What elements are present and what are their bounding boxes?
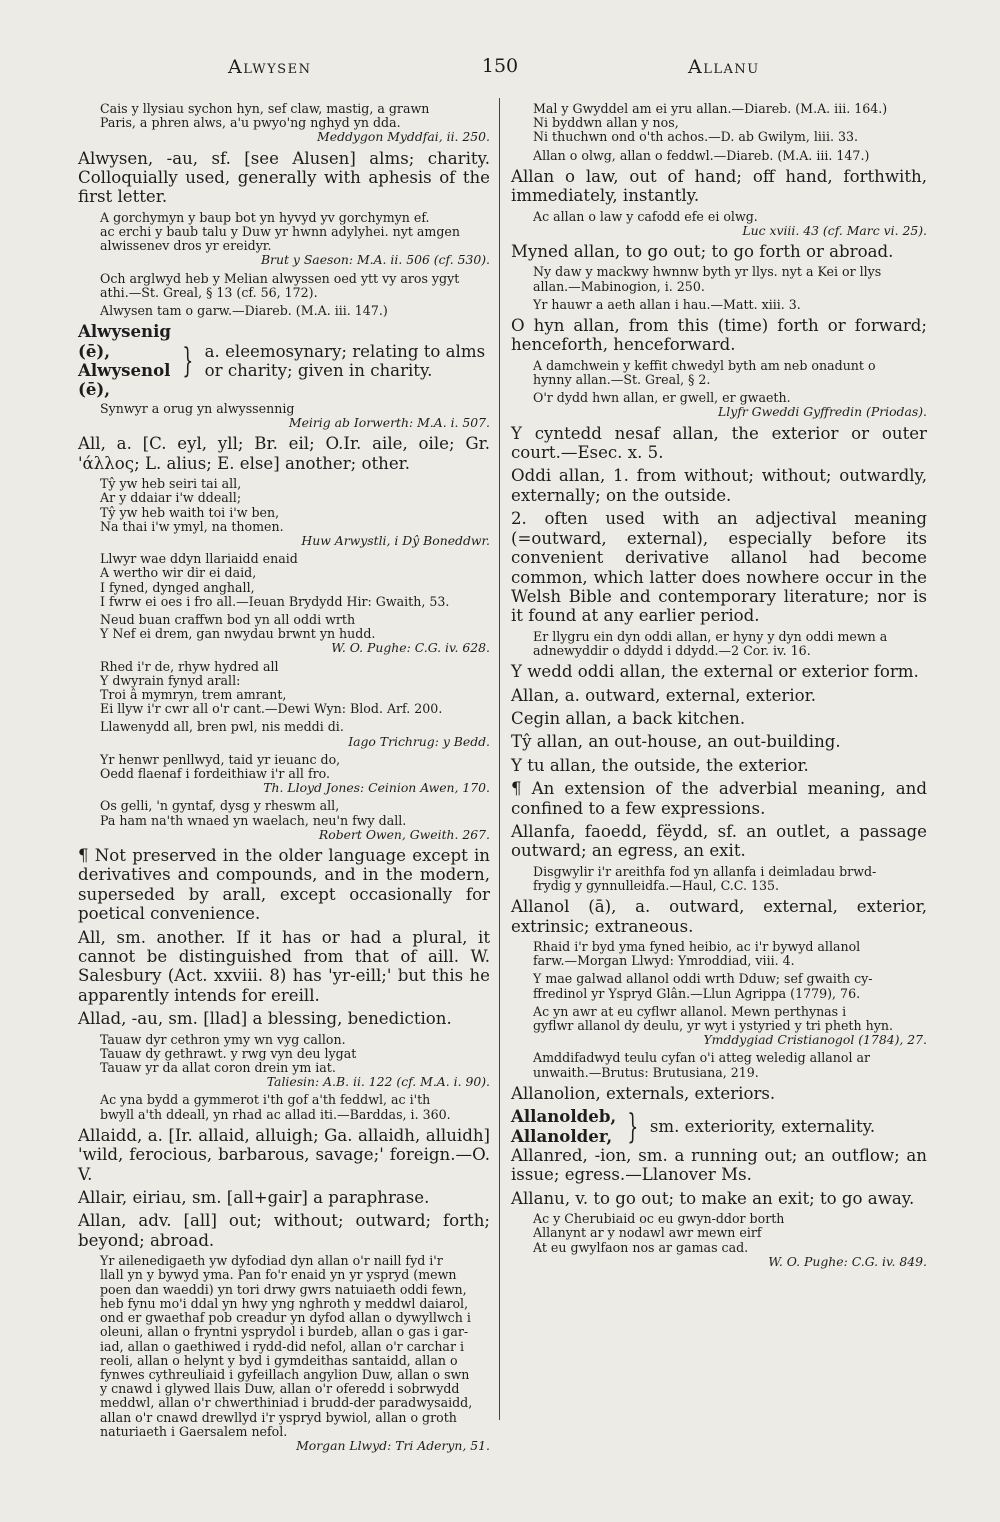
citation-line: Amddifadwyd teulu cyfan o'i atteg weledig allanol ar [533,1050,871,1066]
citation-block [78,211,490,268]
headword-pair [78,322,171,400]
dictionary-entry: ¶ Not preserved in the older language except in derivatives and compounds, and in the modern, superseded by arall, except occasionally for poetical convenience. [78,845,490,924]
dictionary-entry: Y tu allan, the outside, the exterior. [511,755,809,775]
citation-line: Ar y ddaiar i'w ddeall; [100,490,242,506]
citation-block [78,477,490,548]
citation-line: Tŷ yw heb waith toi i'w ben, [100,504,280,520]
citation-line: Ni byddwn allan y nos, [533,115,679,131]
citation-line: Llawenydd all, bren pwl, nis meddi di. [100,719,344,735]
dictionary-entry: Tŷ allan, an out-house, an out-building. [511,732,841,752]
citation-line: Oedd flaenaf i fordeithiaw i'r all fro. [100,765,331,781]
citation-source: Ymddygiad Cristianogol (1784), 27. [703,1032,927,1048]
running-head-left: Alwysen [228,56,312,78]
citation-line: poen dan waeddi) yn tori drwy gwrs natuiaeth oddi fewn, [100,1281,467,1297]
headword: Allanoldeb, [511,1106,617,1127]
citation-line: Allan o olwg, allan o feddwl.—Diareb. (M.A. iii. 147.) [533,147,870,163]
dictionary-entry: 2. often used with an adjectival meaning (=outward, external), especially before its convenient derivative allanol had become common, which latter does nowhere occur in the Welsh Bible and contemporary literature; nor is it found at any earlier period. [511,509,927,626]
dictionary-entry: Allanol (ā), a. outward, external, exterior, extrinsic; extraneous. [511,897,927,936]
citation-line: At eu gwylfaon nos ar gamas cad. [533,1239,749,1255]
definition: sm. exteriority, externality. [649,1116,876,1136]
citation-line: fynwes cythreuliaid i gyfeillach angylion Duw, allan o swn [100,1366,470,1382]
citation-line: I fwrw ei oes i fro all.—Ieuan Brydydd Hir: Gwaith, 53. [100,593,450,609]
citation-block [511,940,927,968]
citation-source: Robert Owen, Gweith. 267. [318,826,490,842]
dictionary-entry: Allanred, -ion, sm. a running out; an outflow; an issue; egress.—Llanover Ms. [511,1146,927,1185]
citation-line: Tauaw dyr cethron ymy wn vyg callon. [100,1031,346,1047]
citation-line: Ei llyw i'r cwr all o'r cant.—Dewi Wyn: Blod. Arf. 200. [100,701,443,717]
citation-block [511,1051,927,1079]
citation-line: frydig y gynnulleidfa.—Haul, C.C. 135. [533,878,780,893]
citation-line: Yr ailenedigaeth yw dyfodiad dyn allan o'r naill fyd i'r [100,1253,443,1269]
headword: Allanolder, [511,1125,613,1146]
dictionary-entry: Allan, adv. [all] out; without; outward; forth; beyond; abroad. [78,1211,490,1250]
citation-source: W. O. Pughe: C.G. iv. 849. [768,1253,927,1269]
citation-line: A damchwein y keffit chwedyl byth am neb onadunt o [533,357,876,373]
citation-line: allan.—Mabinogion, i. 250. [533,278,705,294]
dictionary-entry: Alwysen, -au, sf. [see Alusen] alms; charity. Colloquially used, generally with aphesis of the first letter. [78,148,490,207]
citation-line: Ni thuchwn ond o'th achos.—D. ab Gwilym, liii. 33. [533,129,859,145]
citation-line: A gorchymyn y baup bot yn hyvyd yv gorchymyn ef. [100,209,430,225]
citation-source: Llyfr Gweddi Gyffredin (Priodas). [718,404,927,420]
citation-line: alwissenev dros yr ereidyr. [100,238,272,254]
citation-line: heb fynu mo'i ddal yn hwy yng nghroth y meddwl daiarol, [100,1295,469,1311]
citation-line: Synwyr a orug yn alwyssennig [100,400,295,416]
page-number: 150 [481,55,519,77]
citation-line: Ac allan o law y cafodd efe ei olwg. [533,208,758,224]
citation-block [78,1254,490,1453]
citation-line: Disgwylir i'r areithfa fod yn allanfa i deimladau brwd- [533,863,877,879]
citation-line: ffredinol yr Yspryd Glân.—Llun Agrippa (1779), 76. [533,985,861,1001]
citation-block [78,272,490,300]
citation-line: hynny allan.—St. Greal, § 2. [533,372,711,388]
citation-line: Yr hauwr a aeth allan i hau.—Matt. xiii. 3. [533,296,801,312]
citation-line: Neud buan craffwn bod yn all oddi wrth [100,611,356,627]
dictionary-entry: Y cyntedd nesaf allan, the exterior or outer court.—Esec. x. 5. [511,423,927,463]
citation-line: Alwysen tam o garw.—Diareb. (M.A. iii. 147.) [100,303,388,319]
dictionary-entry: Cegin allan, a back kitchen. [511,708,746,728]
citation-line: oleuni, allan o fryntni ysprydol i burdeb, allan o gas i gar- [100,1324,469,1340]
citation-block [511,210,927,238]
citation-block [511,972,927,1000]
citation-line: naturiaeth i Gaersalem nefol. [100,1423,288,1439]
dictionary-entry: Allan, a. outward, external, exterior. [511,685,817,705]
citation-line: reoli, allan o helynt y byd i gymdeithas santaidd, allan o [100,1352,458,1368]
citation-block [78,102,490,145]
citation-line: Troi â mymryn, trem amrant, [100,686,287,702]
headword-pair [511,1107,616,1146]
column-divider [499,98,500,1420]
citation-line: Ny daw y mackwy hwnnw byth yr llys. nyt a Kei or llys [533,264,882,280]
citation-block [78,402,490,430]
headword: Alwysenig (ē), [78,321,171,361]
citation-block [78,720,490,748]
citation-source: Huw Arwystli, i Dŷ Boneddwr. [301,532,490,548]
citation-source: Iago Trichrug: y Bedd. [348,733,490,749]
citation-line: Na thai i'w ymyl, na thomen. [100,518,284,534]
dictionary-entry: Allad, -au, sm. [llad] a blessing, benediction. [78,1009,452,1029]
citation-line: Cais y llysiau sychon hyn, sef claw, mastig, a grawn [100,101,430,116]
citation-line: Mal y Gwyddel am ei yru allan.—Diareb. (M.A. iii. 164.) [533,101,888,116]
brace-mark: } [182,341,194,382]
citation-line: Paris, a phren alws, a'u pwyo'ng nghyd yn dda. [100,115,401,131]
citation-line: athi.—St. Greal, § 13 (cf. 56, 172). [100,284,318,300]
citation-line: gyflwr allanol dy deulu, yr wyt i ystyried y tri pheth hyn. [533,1018,893,1034]
citation-line: Er llygru ein dyn oddi allan, er hyny y dyn oddi mewn a [533,628,888,644]
citation-block [511,865,927,893]
citation-block [78,753,490,796]
citation-line: A wertho wir dir ei daid, [100,565,257,581]
citation-line: Yr henwr penllwyd, taid yr ieuanc do, [100,751,341,767]
citation-line: meddwl, allan o'r chwerthiniad i brudd-der paradwysaidd, [100,1395,473,1411]
citation-block [511,1212,927,1269]
running-head-right: Allanu [688,56,760,78]
citation-block [511,265,927,293]
citation-block [78,304,490,318]
citation-source: Th. Lloyd Jones: Ceinion Awen, 170. [263,780,490,796]
citation-line: Y Nef ei drem, gan nwydau brwnt yn hudd. [100,626,376,642]
citation-block [511,298,927,312]
citation-line: Ac yn awr at eu cyflwr allanol. Mewn perthynas i [533,1003,847,1019]
citation-line: allan o'r cnawd drewllyd i'r yspryd bywiol, allan o groth [100,1409,457,1425]
citation-line: ac erchi y baub talu y Duw yr hwnn adylyhei. nyt amgen [100,224,460,240]
citation-line: Ac y Cherubiaid oc eu gwyn-ddor borth [533,1211,785,1227]
citation-line: Pa ham na'th wnaed yn waelach, neu'n fwy dall. [100,812,407,828]
paired-headwords-entry [78,322,490,400]
citation-block [78,799,490,842]
citation-line: ond er gwaethaf pob creadur yn dyfod allan o dywyllwch i [100,1310,471,1326]
citation-line: Och arglwyd heb y Melian alwyssen oed ytt vy aros ygyt [100,270,460,286]
right-column [511,100,927,1273]
citation-line: Allanynt ar y nodawl awr mewn eirf [533,1225,762,1241]
dictionary-entry: Y wedd oddi allan, the external or exterior form. [511,662,919,682]
left-column [78,100,490,1457]
dictionary-entry: Allan o law, out of hand; off hand, forthwith, immediately, instantly. [511,166,927,206]
dictionary-entry: Oddi allan, 1. from without; without; outwardly, externally; on the outside. [511,466,927,505]
citation-line: Llwyr wae ddyn llariaidd enaid [100,551,298,567]
citation-line: farw.—Morgan Llwyd: Ymroddiad, viii. 4. [533,953,795,969]
citation-line: bwyll a'th ddeall, yn rhad ac allad iti.—Barddas, i. 360. [100,1106,451,1122]
citation-block [78,613,490,656]
citation-source: Meddygon Myddfai, ii. 250. [317,129,490,145]
citation-block [511,391,927,419]
citation-source: Meirig ab Iorwerth: M.A. i. 507. [288,415,490,431]
citation-block [511,359,927,387]
citation-source: Taliesin: A.B. ii. 122 (cf. M.A. i. 90). [266,1074,490,1090]
citation-line: llall yn y bywyd yma. Pan fo'r enaid yn yr yspryd (mewn [100,1267,457,1283]
definition: a. eleemosynary; relating to alms or charity; given in charity. [204,341,486,381]
dictionary-entry: All, a. [C. eyl, yll; Br. eil; O.Ir. aile, oile; Gr. 'άλλος; L. alius; E. else] another; other. [78,434,490,473]
paired-headwords-entry [511,1107,927,1146]
citation-source: Brut y Saeson: M.A. ii. 506 (cf. 530). [260,252,490,268]
citation-line: O'r dydd hwn allan, er gwell, er gwaeth. [533,390,791,406]
citation-line: iad, allan o gaethiwed i rydd-did nefol, allan o'r carchar i [100,1338,464,1354]
headword: Alwysenol (ē), [78,360,171,400]
dictionary-entry: O hyn allan, from this (time) forth or forward; henceforth, henceforward. [511,316,927,355]
brace-mark: } [627,1106,639,1147]
citation-block [511,149,927,163]
dictionary-entry: Allair, eiriau, sm. [all+gair] a paraphrase. [78,1188,430,1208]
citation-block [78,660,490,717]
dictionary-entry: All, sm. another. If it has or had a plural, it cannot be distinguished from that of aill. W. Salesbury (Act. xxviii. 8) has 'yr-eill;' but this he apparently intends for ereill. [78,927,490,1005]
dictionary-entry: Allanolion, externals, exteriors. [511,1083,776,1103]
citation-block [511,1005,927,1048]
citation-line: I fyned, dynged anghall, [100,579,255,595]
citation-line: Rhed i'r de, rhyw hydred all [100,658,279,674]
citation-block [78,552,490,609]
citation-line: Y mae galwad allanol oddi wrth Dduw; sef gwaith cy- [533,971,873,987]
dictionary-entry: Allanu, v. to go out; to make an exit; to go away. [511,1188,915,1208]
citation-source: Morgan Llwyd: Tri Aderyn, 51. [296,1437,490,1453]
citation-block [511,102,927,145]
citation-line: Y dwyrain fynyd arall: [100,672,241,688]
citation-line: unwaith.—Brutus: Brutusiana, 219. [533,1064,759,1080]
citation-source: W. O. Pughe: C.G. iv. 628. [331,640,490,656]
dictionary-entry: Allaidd, a. [Ir. allaid, alluigh; Ga. allaidh, alluidh] 'wild, ferocious, barbarous, savage;' foreign.—O. V. [78,1125,490,1184]
citation-line: adnewyddir o ddydd i ddydd.—2 Cor. iv. 16. [533,642,811,658]
dictionary-entry: Allanfa, faoedd, fëydd, sf. an outlet, a passage outward; an egress, an exit. [511,821,927,861]
citation-line: Ac yna bydd a gymmerot i'th gof a'th feddwl, ac i'th [100,1092,431,1108]
citation-line: Tŷ yw heb seiri tai all, [100,476,242,492]
citation-block [78,1093,490,1121]
citation-line: Tauaw yr da allat coron drein ym iat. [100,1060,336,1076]
citation-block [78,1033,490,1090]
citation-line: y cnawd i glywed llais Duw, allan o'r oferedd i sobrwydd [100,1381,460,1397]
citation-line: Rhaid i'r byd yma fyned heibio, ac i'r bywyd allanol [533,939,861,955]
dictionary-entry: ¶ An extension of the adverbial meaning, and confined to a few expressions. [511,779,927,818]
citation-line: Os gelli, 'n gyntaf, dysg y rheswm all, [100,798,340,814]
dictionary-entry: Myned allan, to go out; to go forth or abroad. [511,242,894,262]
citation-source: Luc xviii. 43 (cf. Marc vi. 25). [742,222,927,238]
citation-block [511,630,927,658]
citation-line: Tauaw dy gethrawt. y rwg vyn deu lygat [100,1045,357,1061]
